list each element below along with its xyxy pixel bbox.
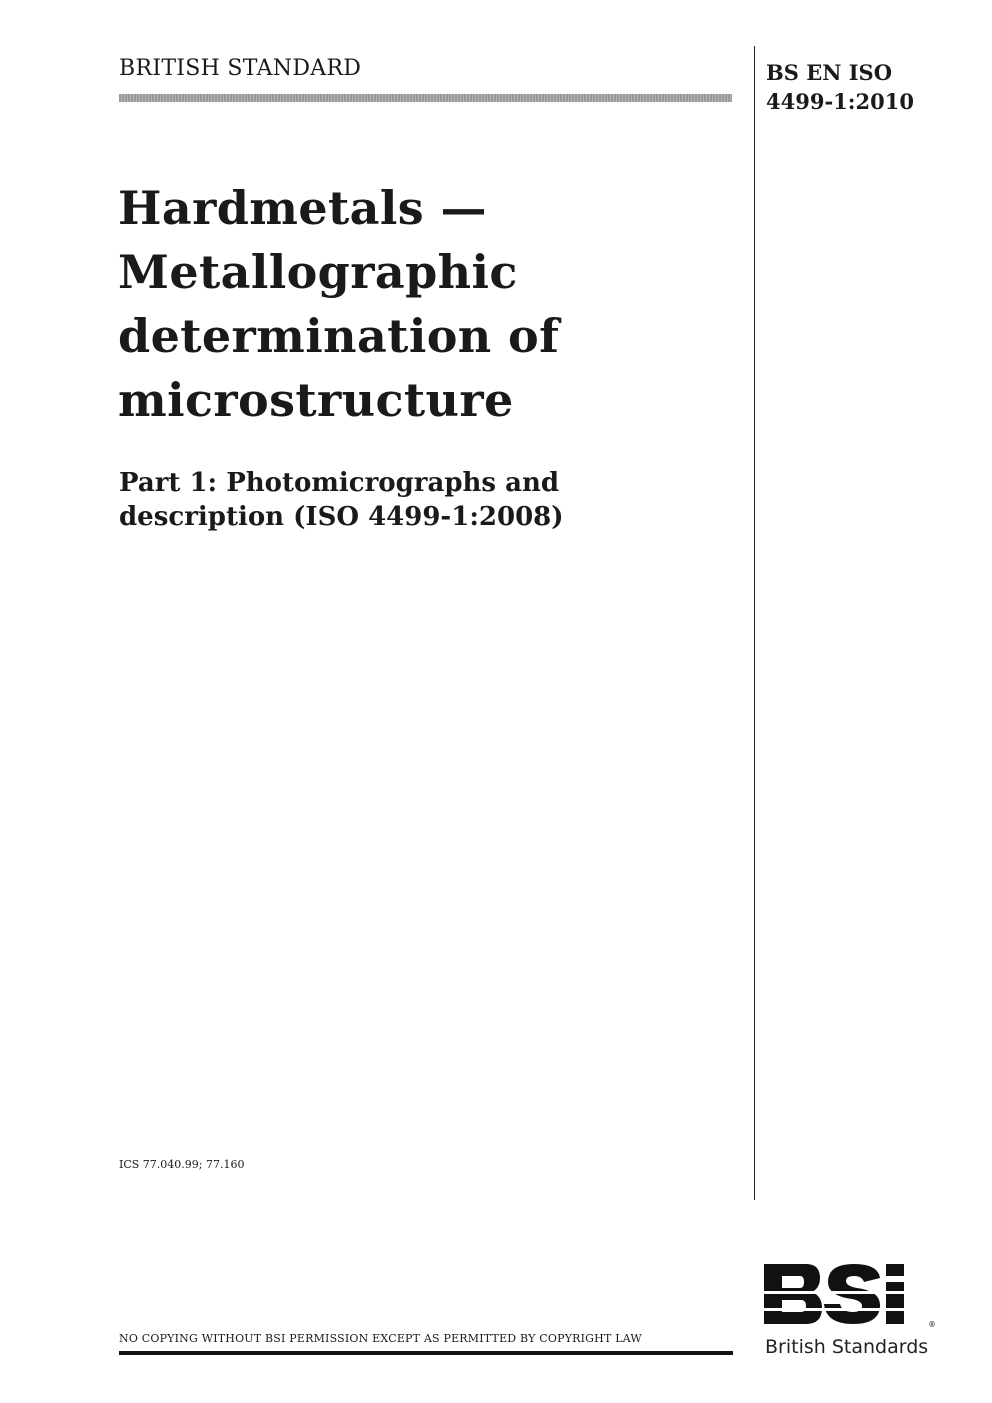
subtitle-line: description (ISO 4499-1:2008) [119, 502, 564, 532]
title-line: Hardmetals — [118, 181, 487, 235]
standard-number-line: BS EN ISO [766, 60, 893, 85]
standard-number [766, 58, 914, 116]
title-line: microstructure [118, 373, 514, 427]
subtitle-line: Part 1: Photomicrographs and [119, 468, 560, 498]
copyright-notice: NO COPYING WITHOUT BSI PERMISSION EXCEPT AS PERMITTED BY COPYRIGHT LAW [119, 1332, 642, 1345]
margin-vertical-rule [754, 46, 755, 1200]
document-subtitle [119, 466, 739, 534]
standard-number-line: 4499-1:2010 [766, 89, 914, 114]
registered-mark: ® [928, 1320, 936, 1329]
document-title [118, 176, 738, 432]
ics-code: ICS 77.040.99; 77.160 [119, 1158, 245, 1171]
title-line: determination of [118, 309, 560, 363]
bsi-wordmark-icon [762, 1258, 937, 1330]
header-rule [119, 94, 732, 102]
document-type-label: BRITISH STANDARD [119, 56, 362, 81]
title-line: Metallographic [118, 245, 518, 299]
footer-rule [119, 1351, 733, 1355]
bsi-logo-caption: British Standards [765, 1336, 929, 1358]
